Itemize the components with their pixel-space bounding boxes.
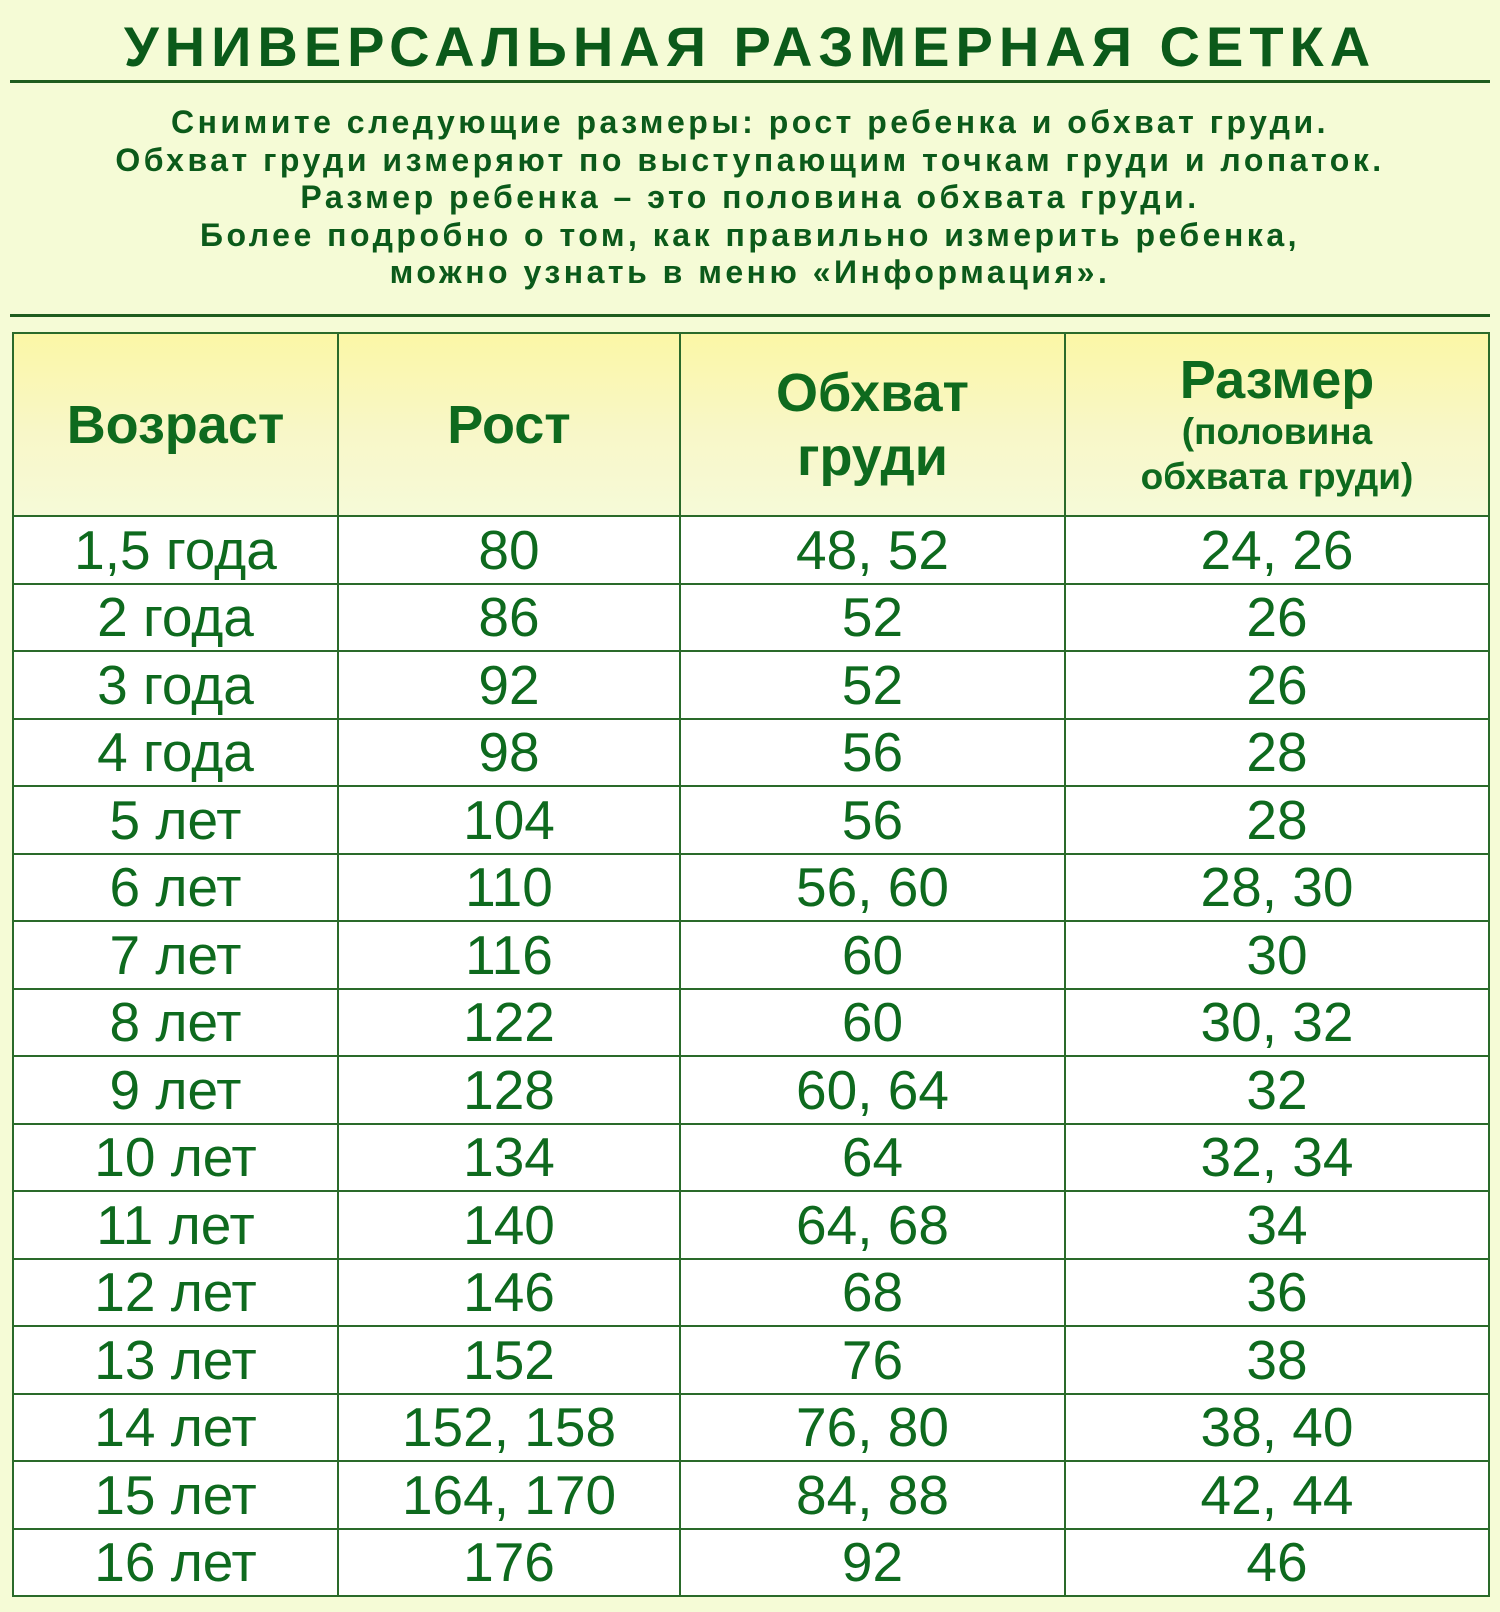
- table-row: [13, 854, 1489, 922]
- cell-age: 15 лет: [13, 1461, 338, 1529]
- table-body: [13, 516, 1489, 1596]
- cell-chest: 68: [680, 1259, 1065, 1327]
- cell-height: 86: [338, 584, 680, 652]
- table-header-row: [13, 333, 1489, 516]
- header-age-label: Возраст: [66, 394, 285, 455]
- table-row: [13, 1124, 1489, 1192]
- cell-age: 16 лет: [13, 1529, 338, 1597]
- cell-size: 28, 30: [1065, 854, 1489, 922]
- cell-size: 26: [1065, 584, 1489, 652]
- cell-height: 110: [338, 854, 680, 922]
- header-size-note-line1: (половина: [1181, 410, 1373, 452]
- cell-height: 146: [338, 1259, 680, 1327]
- cell-age: 10 лет: [13, 1124, 338, 1192]
- table-row: [13, 719, 1489, 787]
- table-row: [13, 1259, 1489, 1327]
- cell-size: 38: [1065, 1326, 1489, 1394]
- table-row: [13, 921, 1489, 989]
- cell-height: 134: [338, 1124, 680, 1192]
- table-row: [13, 1394, 1489, 1462]
- cell-chest: 64, 68: [680, 1191, 1065, 1259]
- cell-chest: 60: [680, 989, 1065, 1057]
- cell-age: 14 лет: [13, 1394, 338, 1462]
- instructions-divider: [10, 314, 1490, 317]
- cell-size: 42, 44: [1065, 1461, 1489, 1529]
- cell-height: 164, 170: [338, 1461, 680, 1529]
- cell-age: 6 лет: [13, 854, 338, 922]
- cell-size: 30, 32: [1065, 989, 1489, 1057]
- header-height-label: Рост: [447, 394, 571, 455]
- cell-chest: 84, 88: [680, 1461, 1065, 1529]
- cell-age: 3 года: [13, 651, 338, 719]
- cell-chest: 76, 80: [680, 1394, 1065, 1462]
- cell-age: 5 лет: [13, 786, 338, 854]
- page-title: УНИВЕРСАЛЬНАЯ РАЗМЕРНАЯ СЕТКА: [123, 15, 1377, 78]
- cell-chest: 56, 60: [680, 854, 1065, 922]
- table-row: [13, 584, 1489, 652]
- cell-age: 7 лет: [13, 921, 338, 989]
- cell-size: 24, 26: [1065, 516, 1489, 584]
- table-row: [13, 651, 1489, 719]
- cell-age: 1,5 года: [13, 516, 338, 584]
- header-age: [13, 333, 338, 516]
- cell-chest: 60, 64: [680, 1056, 1065, 1124]
- table-row: [13, 989, 1489, 1057]
- cell-age: 9 лет: [13, 1056, 338, 1124]
- table-row: [13, 516, 1489, 584]
- table-row: [13, 1529, 1489, 1597]
- cell-size: 28: [1065, 719, 1489, 787]
- instruction-line: Обхват груди измеряют по выступающим точкам груди и лопаток.: [115, 141, 1385, 178]
- cell-age: 4 года: [13, 719, 338, 787]
- header-size-note-line2: обхвата груди): [1140, 455, 1414, 497]
- cell-height: 122: [338, 989, 680, 1057]
- header-chest-line1: Обхват: [775, 362, 969, 423]
- cell-age: 13 лет: [13, 1326, 338, 1394]
- cell-chest: 56: [680, 719, 1065, 787]
- cell-height: 140: [338, 1191, 680, 1259]
- instruction-line: Снимите следующие размеры: рост ребенка и обхват груди.: [170, 104, 1330, 140]
- instruction-line: Размер ребенка – это половина обхвата груди.: [300, 179, 1200, 215]
- cell-size: 28: [1065, 786, 1489, 854]
- table-row: [13, 786, 1489, 854]
- instruction-line: можно узнать в меню «Информация».: [389, 254, 1111, 290]
- cell-height: 98: [338, 719, 680, 787]
- cell-size: 32, 34: [1065, 1124, 1489, 1192]
- cell-size: 46: [1065, 1529, 1489, 1597]
- header-height: [338, 333, 680, 516]
- header-chest: [680, 333, 1065, 516]
- cell-size: 34: [1065, 1191, 1489, 1259]
- title-divider: [10, 80, 1490, 83]
- cell-size: 32: [1065, 1056, 1489, 1124]
- table-row: [13, 1326, 1489, 1394]
- cell-height: 92: [338, 651, 680, 719]
- cell-chest: 52: [680, 584, 1065, 652]
- cell-size: 30: [1065, 921, 1489, 989]
- cell-age: 12 лет: [13, 1259, 338, 1327]
- cell-height: 128: [338, 1056, 680, 1124]
- cell-chest: 52: [680, 651, 1065, 719]
- table-row: [13, 1191, 1489, 1259]
- cell-height: 152, 158: [338, 1394, 680, 1462]
- cell-size: 26: [1065, 651, 1489, 719]
- cell-chest: 48, 52: [680, 516, 1065, 584]
- table-row: [13, 1461, 1489, 1529]
- cell-chest: 64: [680, 1124, 1065, 1192]
- cell-chest: 92: [680, 1529, 1065, 1597]
- cell-chest: 56: [680, 786, 1065, 854]
- header-size: [1065, 333, 1489, 516]
- cell-height: 176: [338, 1529, 680, 1597]
- cell-size: 38, 40: [1065, 1394, 1489, 1462]
- cell-height: 116: [338, 921, 680, 989]
- cell-age: 2 года: [13, 584, 338, 652]
- cell-height: 104: [338, 786, 680, 854]
- cell-chest: 76: [680, 1326, 1065, 1394]
- header-size-label: Размер: [1179, 349, 1375, 410]
- header-chest-line2: груди: [797, 426, 948, 487]
- instructions: [0, 104, 1500, 292]
- cell-chest: 60: [680, 921, 1065, 989]
- cell-height: 80: [338, 516, 680, 584]
- table-row: [13, 1056, 1489, 1124]
- cell-age: 11 лет: [13, 1191, 338, 1259]
- size-table: [12, 332, 1490, 1597]
- cell-age: 8 лет: [13, 989, 338, 1057]
- cell-height: 152: [338, 1326, 680, 1394]
- cell-size: 36: [1065, 1259, 1489, 1327]
- instruction-line: Более подробно о том, как правильно измерить ребенка,: [199, 216, 1300, 253]
